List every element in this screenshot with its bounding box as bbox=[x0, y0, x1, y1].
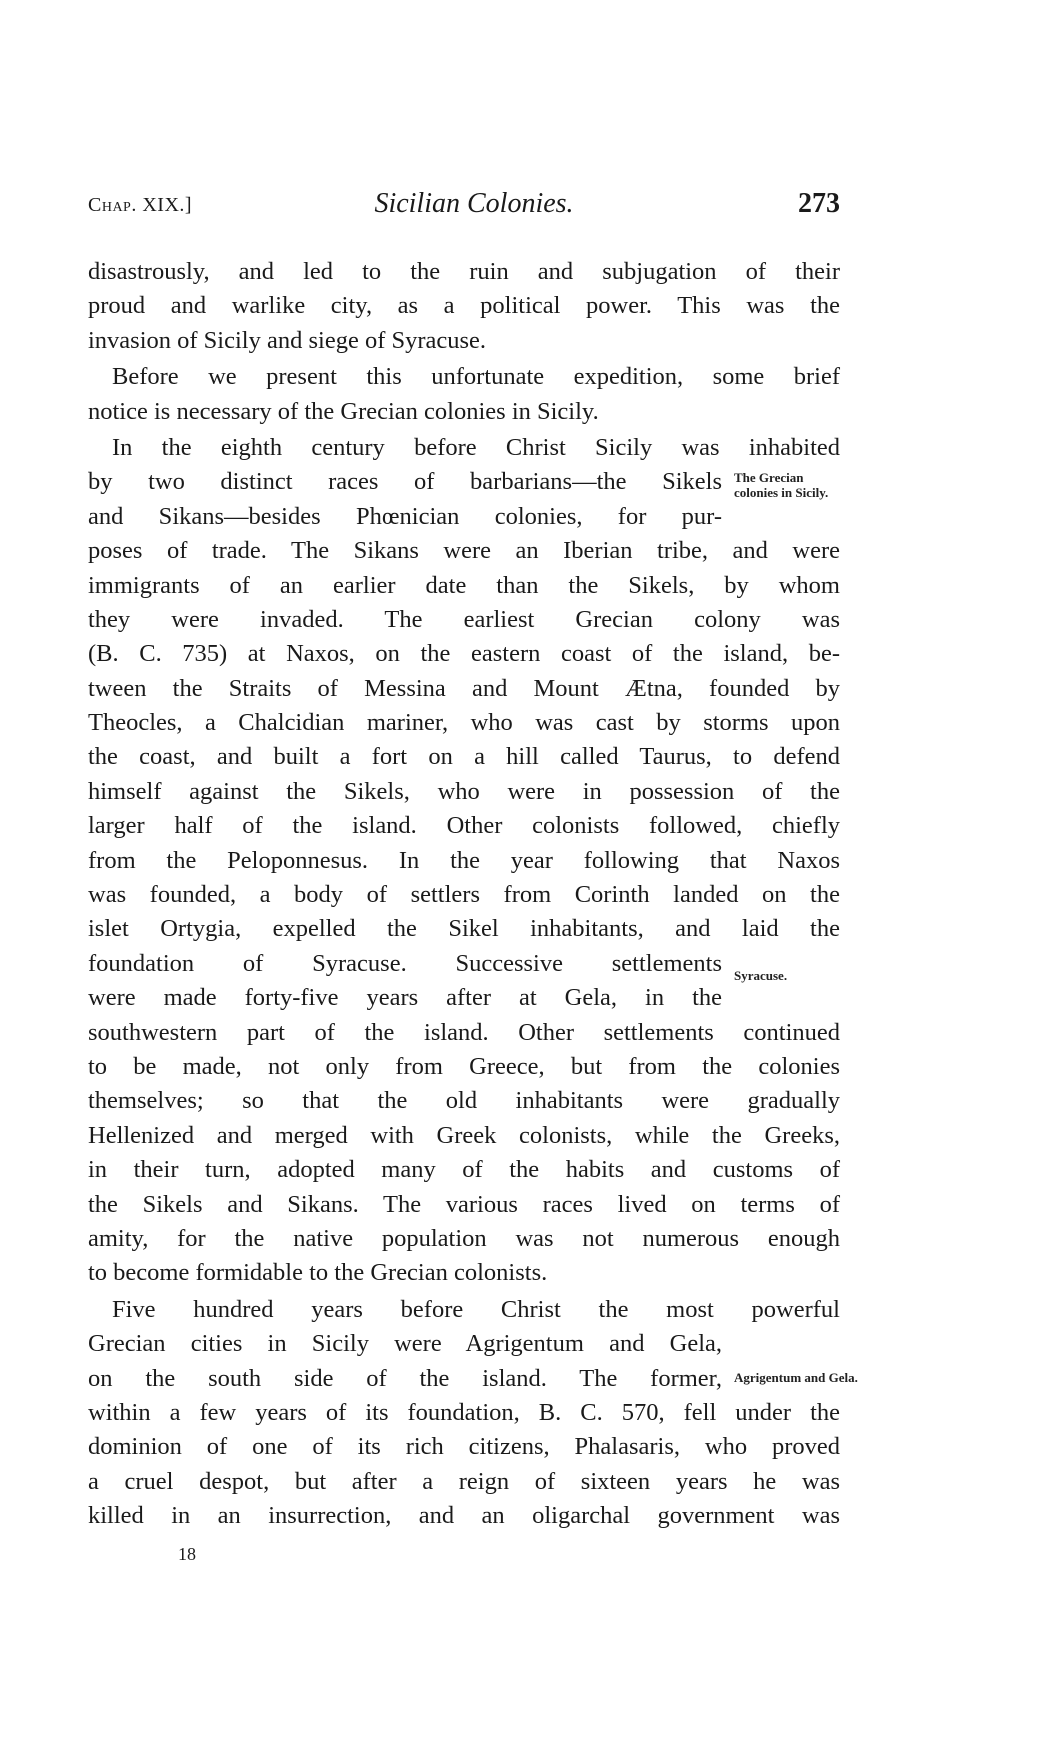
text-line: on the south side of the island. The former, bbox=[88, 1364, 722, 1392]
text-line: in their turn, adopted many of the habits and customs of bbox=[88, 1156, 840, 1184]
text-line: tween the Straits of Messina and Mount Ætna, founded by bbox=[88, 674, 840, 702]
side-note-syracuse: Syracuse. bbox=[734, 968, 788, 983]
text-line: the Sikels and Sikans. The various races lived on terms of bbox=[88, 1190, 840, 1218]
text-line: a cruel despot, but after a reign of sixteen years he was bbox=[88, 1467, 840, 1495]
text-line: immigrants of an earlier date than the Sikels, by whom bbox=[88, 571, 840, 599]
text-line: killed in an insurrection, and an oligarchal government was bbox=[88, 1502, 840, 1530]
body-text bbox=[88, 255, 840, 1533]
text-line: himself against the Sikels, who were in possession of the bbox=[88, 777, 840, 805]
text-line: In the eighth century before Christ Sicily was inhabited bbox=[112, 433, 840, 461]
text-line: dominion of one of its rich citizens, Phalasaris, who proved bbox=[88, 1433, 840, 1461]
running-head bbox=[88, 188, 840, 228]
side-note-grecian-colonies: The Grecian colonies in Sicily. bbox=[734, 470, 829, 500]
signature-mark: 18 bbox=[178, 1544, 196, 1564]
chapter-label: Chap. XIX.] bbox=[88, 194, 193, 216]
text-line: Five hundred years before Christ the most powerful bbox=[112, 1295, 840, 1323]
text-line: amity, for the native population was not numerous enough bbox=[88, 1224, 840, 1252]
text-line: poses of trade. The Sikans were an Iberian tribe, and were bbox=[88, 537, 840, 565]
text-line: Grecian cities in Sicily were Agrigentum and Gela, bbox=[88, 1330, 722, 1358]
running-title: Sicilian Colonies. bbox=[374, 188, 574, 219]
text-line: Theocles, a Chalcidian mariner, who was cast by storms upon bbox=[88, 709, 840, 737]
text-line: to become formidable to the Grecian colonists. bbox=[88, 1259, 548, 1287]
text-line: disastrously, and led to the ruin and subjugation of their bbox=[88, 258, 840, 285]
text-line: and Sikans—besides Phœnician colonies, for pur- bbox=[88, 502, 722, 530]
text-line: they were invaded. The earliest Grecian colony was bbox=[88, 605, 840, 633]
text-line: southwestern part of the island. Other settlements continued bbox=[88, 1018, 840, 1046]
text-line: to be made, not only from Greece, but from the colonies bbox=[88, 1052, 840, 1080]
text-line: from the Peloponnesus. In the year following that Naxos bbox=[88, 846, 840, 874]
text-line: was founded, a body of settlers from Corinth landed on the bbox=[88, 881, 840, 909]
text-line: Before we present this unfortunate expedition, some brief bbox=[112, 363, 840, 391]
text-line: were made forty-five years after at Gela, in the bbox=[88, 984, 722, 1012]
text-line: foundation of Syracuse. Successive settlements bbox=[88, 949, 722, 977]
text-line: proud and warlike city, as a political power. This was the bbox=[88, 292, 840, 320]
text-line: invasion of Sicily and siege of Syracuse. bbox=[88, 326, 487, 354]
text-line: islet Ortygia, expelled the Sikel inhabitants, and laid the bbox=[88, 915, 840, 943]
text-line: larger half of the island. Other colonists followed, chiefly bbox=[88, 812, 840, 840]
side-note-agrigentum: Agrigentum and Gela. bbox=[734, 1370, 858, 1385]
page-number: 273 bbox=[798, 188, 840, 219]
text-line: themselves; so that the old inhabitants were gradually bbox=[88, 1087, 840, 1115]
text-line: within a few years of its foundation, B. C. 570, fell under the bbox=[88, 1398, 840, 1426]
text-line: notice is necessary of the Grecian colonies in Sicily. bbox=[88, 397, 599, 425]
text-line: by two distinct races of barbarians—the Sikels bbox=[88, 468, 722, 496]
text-line: the coast, and built a fort on a hill called Taurus, to defend bbox=[88, 743, 840, 771]
text-line: Hellenized and merged with Greek colonists, while the Greeks, bbox=[88, 1121, 840, 1149]
text-line: (B. C. 735) at Naxos, on the eastern coast of the island, be- bbox=[88, 640, 840, 668]
